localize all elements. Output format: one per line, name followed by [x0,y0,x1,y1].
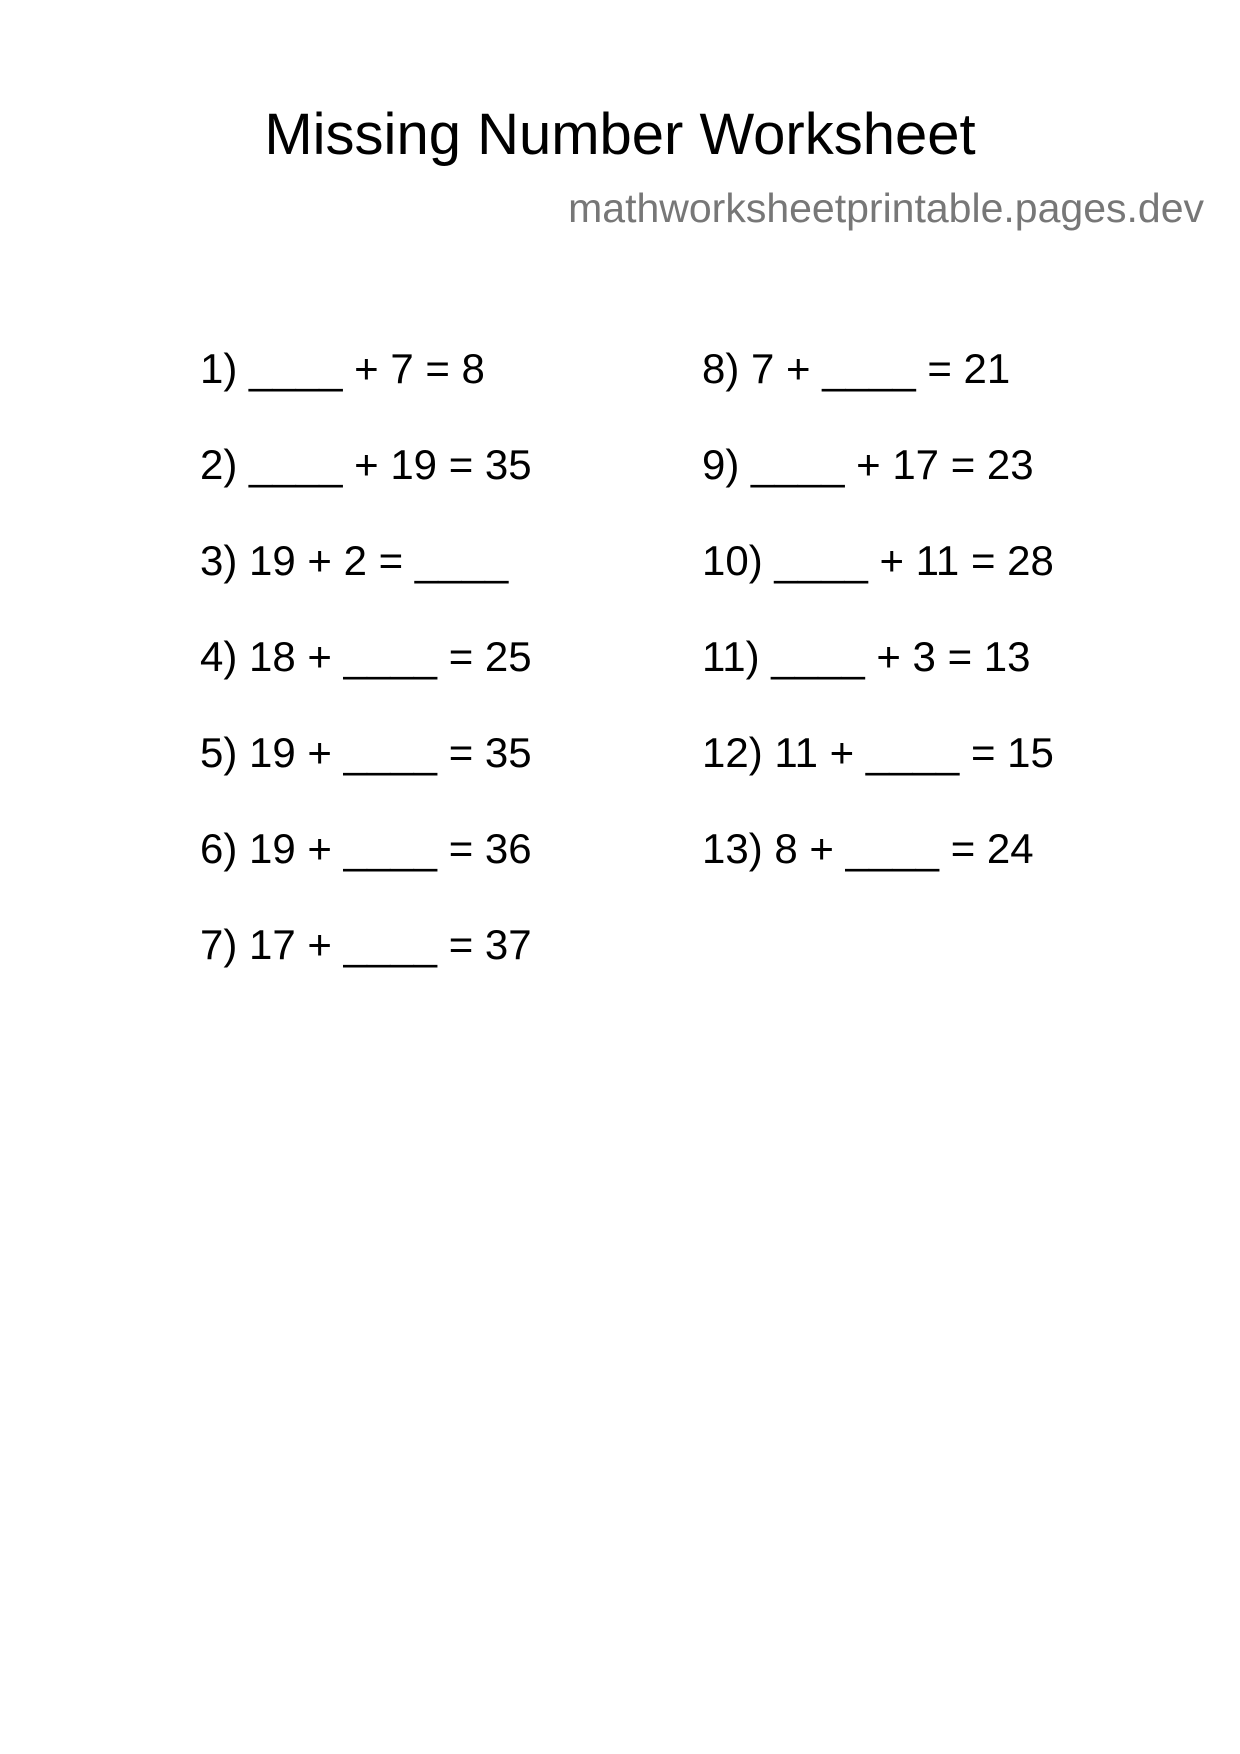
problem-1: 1) ____ + 7 = 8 [200,345,485,392]
problem-12: 12) 11 + ____ = 15 [702,729,1054,776]
problem-2: 2) ____ + 19 = 35 [200,441,532,488]
problem-3: 3) 19 + 2 = ____ [200,537,509,584]
problem-7: 7) 17 + ____ = 37 [200,921,532,968]
problem-column-right [702,345,1054,921]
problem-10: 10) ____ + 11 = 28 [702,537,1054,584]
problem-8: 8) 7 + ____ = 21 [702,345,1011,392]
problem-column-left [200,345,532,1017]
problem-6: 6) 19 + ____ = 36 [200,825,532,872]
problem-5: 5) 19 + ____ = 35 [200,729,532,776]
problem-13: 13) 8 + ____ = 24 [702,825,1034,872]
problem-4: 4) 18 + ____ = 25 [200,633,532,680]
problem-11: 11) ____ + 3 = 13 [702,633,1031,680]
page-title: Missing Number Worksheet [264,102,976,167]
source-url: mathworksheetprintable.pages.dev [568,185,1204,231]
problem-9: 9) ____ + 17 = 23 [702,441,1034,488]
